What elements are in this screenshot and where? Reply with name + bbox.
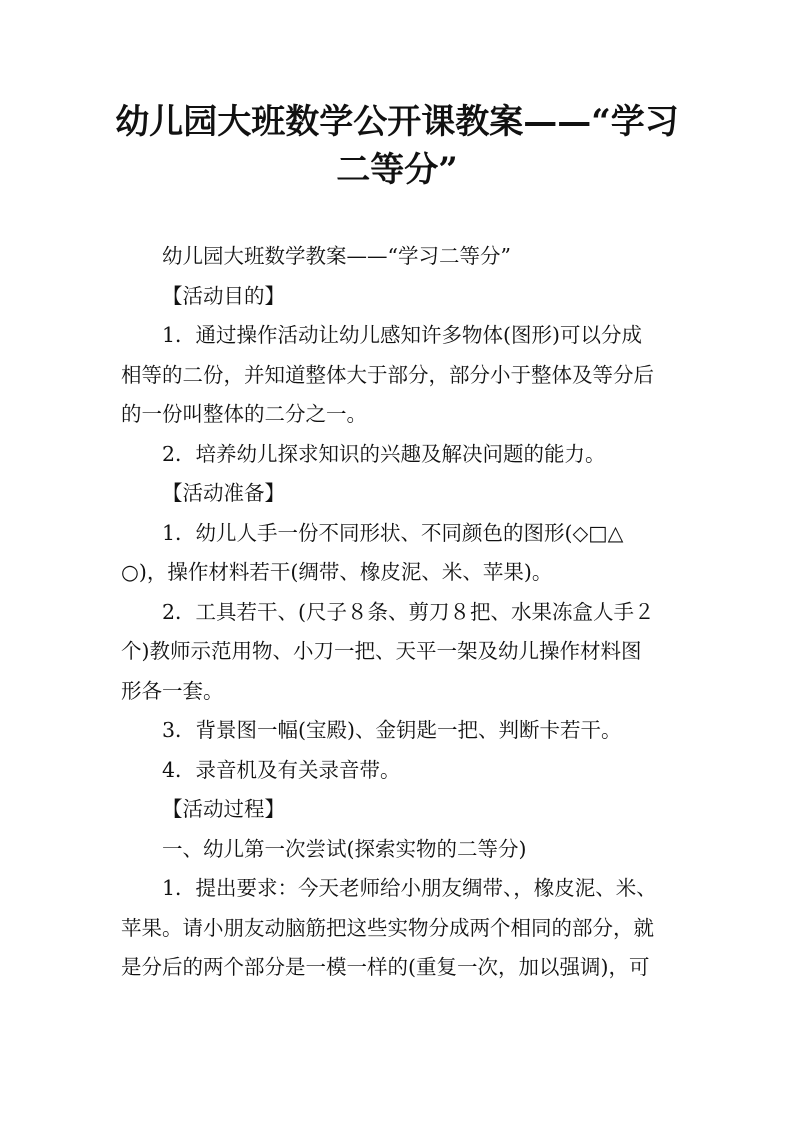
- title-line-2: 二等分”: [336, 150, 458, 190]
- body-line: 3．背景图一幅(宝殿)、金钥匙一把、判断卡若干。: [162, 718, 622, 742]
- body-line: ○)，操作材料若干(绸带、橡皮泥、米、苹果)。: [121, 560, 553, 584]
- body-line: 相等的二份，并知道整体大于部分，部分小于整体及等分后: [121, 362, 654, 387]
- body-line: 1．通过操作活动让幼儿感知许多物体(图形)可以分成: [162, 323, 643, 347]
- body-line: 形各一套。: [121, 678, 224, 703]
- body-line: 1．提出要求：今天老师给小朋友绸带、，橡皮泥、米、: [162, 876, 657, 900]
- section-heading-goals: 【活动目的】: [162, 283, 285, 308]
- body-line: 个)教师示范用物、小刀一把、天平一架及幼儿操作材料图: [121, 639, 642, 663]
- title-line-1: 幼儿园大班数学公开课教案——“学习: [115, 102, 679, 142]
- body-line: 4．录音机及有关录音带。: [162, 757, 401, 782]
- body-line: 的一份叫整体的二分之一。: [121, 402, 367, 426]
- body-line: 是分后的两个部分是一模一样的(重复一次，加以强调)，可: [121, 955, 650, 979]
- body-line: 2．工具若干、(尺子８条、剪刀８把、水果冻盒人手２: [162, 599, 655, 624]
- section-heading-preparation: 【活动准备】: [162, 481, 285, 505]
- document-body: [121, 237, 677, 988]
- body-line: 1．幼儿人手一份不同形状、不同颜色的图形(◇□△: [162, 520, 624, 545]
- body-line: 幼儿园大班数学教案——“学习二等分”: [162, 244, 511, 268]
- section-heading-process: 【活动过程】: [162, 797, 285, 821]
- body-line: 苹果。请小朋友动脑筋把这些实物分成两个相同的部分，就: [121, 915, 654, 940]
- body-line: 2．培养幼儿探求知识的兴趣及解决问题的能力。: [162, 441, 606, 466]
- body-line: 一、幼儿第一次尝试(探索实物的二等分): [162, 836, 527, 861]
- document-title: [100, 98, 694, 194]
